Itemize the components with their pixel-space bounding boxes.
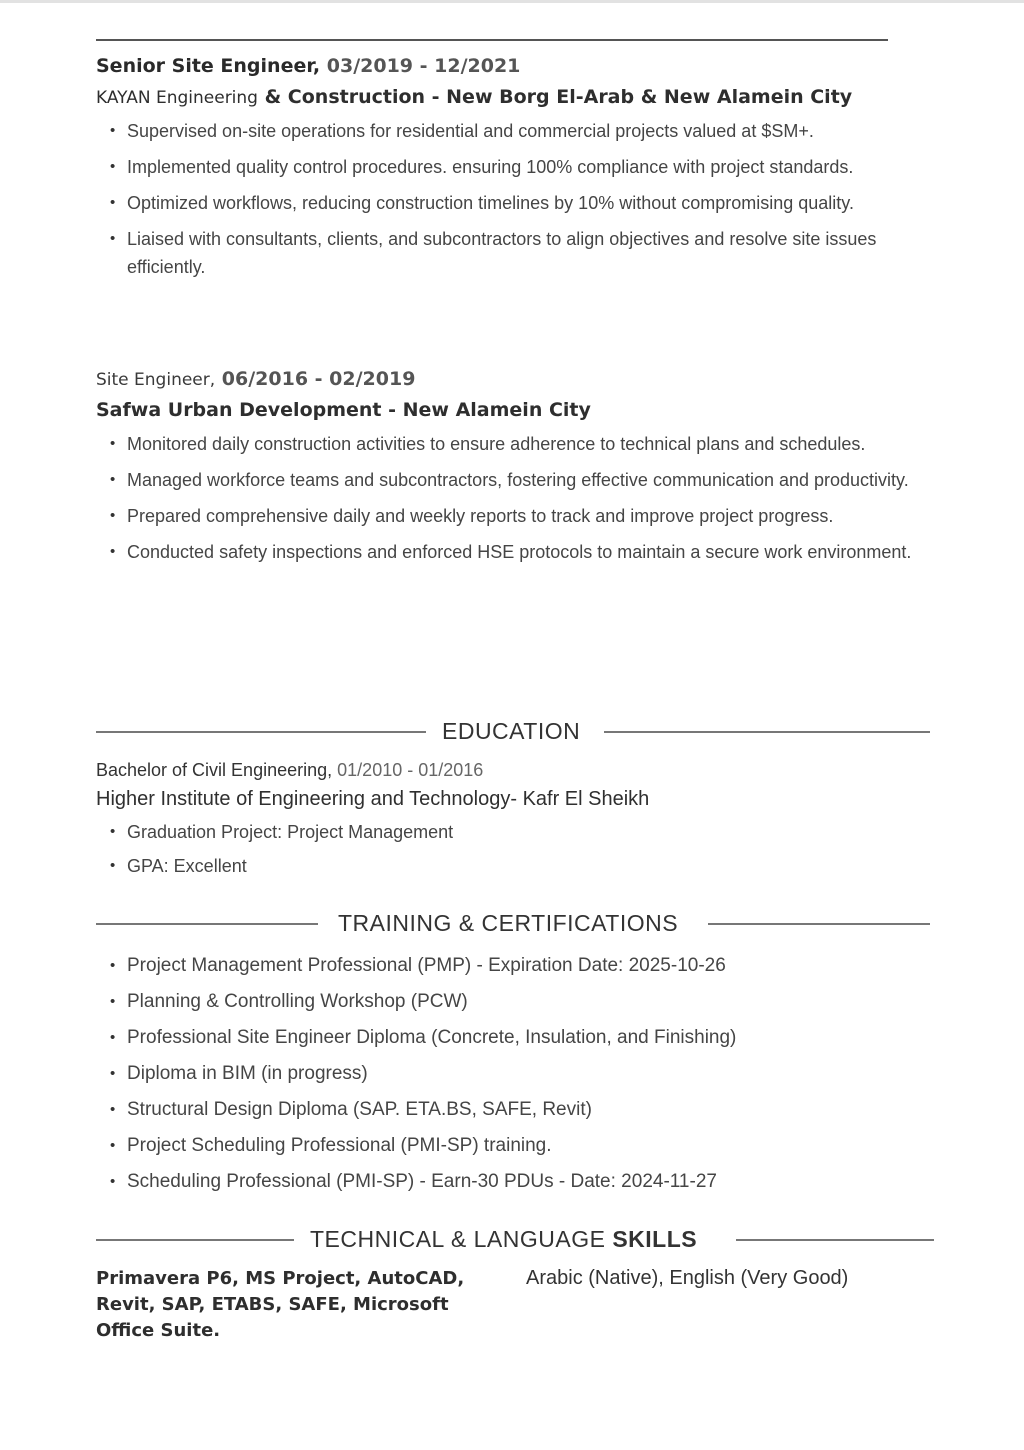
- language-skills: Arabic (Native), English (Very Good): [526, 1267, 849, 1289]
- job-role: Senior Site Engineer,: [96, 55, 321, 77]
- section-heading-education: [96, 714, 930, 748]
- page-top-border: [0, 0, 1024, 3]
- bullet-item: • GPA: Excellent: [96, 852, 916, 880]
- job-dates: 03/2019 - 12/2021: [326, 55, 521, 77]
- experience-entry: [96, 51, 916, 289]
- certification-item: • Project Management Professional (PMP) - Expiration Date: 2025-10-26: [96, 952, 916, 980]
- certification-item: • Project Scheduling Professional (PMI-SP) training.: [96, 1132, 916, 1160]
- bullet-item: • Liaised with consultants, clients, and subcontractors to align objectives and resolve site issues efficiently.: [96, 225, 916, 281]
- heading-rule-right: [708, 923, 930, 925]
- bullet-item: • Implemented quality control procedures. ensuring 100% compliance with project standards.: [96, 153, 916, 181]
- heading-rule-left: [96, 731, 426, 733]
- certifications-list: [96, 948, 916, 1204]
- degree-line: [96, 756, 916, 784]
- bullet-item: • Prepared comprehensive daily and weekly reports to track and improve project progress.: [96, 502, 916, 530]
- bullet-item: • Optimized workflows, reducing construction timelines by 10% without compromising quality.: [96, 189, 916, 217]
- heading-rule-left: [96, 1239, 294, 1241]
- bullet-item: • Supervised on-site operations for residential and commercial projects valued at $SM+.: [96, 117, 916, 145]
- education-bullets: [96, 818, 916, 880]
- experience-entry: [96, 364, 916, 574]
- bullet-item: • Conducted safety inspections and enforced HSE protocols to maintain a secure work environment.: [96, 538, 916, 566]
- education-entry: [96, 756, 916, 886]
- school-name: Higher Institute of Engineering and Technology- Kafr El Sheikh: [96, 788, 650, 810]
- job-title-line: [96, 51, 916, 81]
- section-heading-skills: [96, 1222, 934, 1256]
- certification-item: • Scheduling Professional (PMI-SP) - Earn-30 PDUs - Date: 2024-11-27: [96, 1168, 916, 1196]
- certification-item: • Planning & Controlling Workshop (PCW): [96, 988, 916, 1016]
- bullet-item: • Graduation Project: Project Management: [96, 818, 916, 846]
- section-title: EDUCATION: [442, 718, 581, 744]
- heading-rule-right: [736, 1239, 934, 1241]
- company-prefix: KAYAN Engineering: [96, 88, 258, 108]
- job-dates: 06/2016 - 02/2019: [221, 368, 416, 390]
- company-line: [96, 394, 916, 426]
- technical-skills: Primavera P6, MS Project, AutoCAD, Revit, SAP, ETABS, SAFE, Microsoft Office Suite.: [96, 1268, 465, 1341]
- company-name: & Construction - New Borg El-Arab & New Alamein City: [264, 86, 853, 108]
- job-role: Site Engineer,: [96, 370, 216, 390]
- bullet-item: • Managed workforce teams and subcontractors, fostering effective communication and productivity.: [96, 466, 916, 494]
- degree-name: Bachelor of Civil Engineering,: [96, 760, 333, 780]
- section-heading-certifications: [96, 906, 930, 940]
- company-line: [96, 81, 916, 113]
- job-bullets: [96, 117, 916, 281]
- company-name: Safwa Urban Development - New Alamein City: [96, 399, 591, 421]
- job-title-line: [96, 364, 916, 394]
- section-title-bold: SKILLS: [612, 1226, 698, 1252]
- job-bullets: [96, 430, 916, 566]
- bullet-item: • Monitored daily construction activities to ensure adherence to technical plans and schedules.: [96, 430, 916, 458]
- certification-item: • Diploma in BIM (in progress): [96, 1060, 916, 1088]
- heading-rule-left: [96, 923, 318, 925]
- degree-dates: 01/2010 - 01/2016: [337, 760, 484, 780]
- section-title: TRAINING & CERTIFICATIONS: [338, 910, 679, 936]
- certification-item: • Professional Site Engineer Diploma (Concrete, Insulation, and Finishing): [96, 1024, 916, 1052]
- section-title-prefix: TECHNICAL & LANGUAGE: [310, 1226, 606, 1252]
- divider: [96, 39, 888, 41]
- heading-rule-right: [604, 731, 930, 733]
- section-title: [310, 1222, 697, 1256]
- certification-bullets: [96, 952, 916, 1196]
- certification-item: • Structural Design Diploma (SAP. ETA.BS, SAFE, Revit): [96, 1096, 916, 1124]
